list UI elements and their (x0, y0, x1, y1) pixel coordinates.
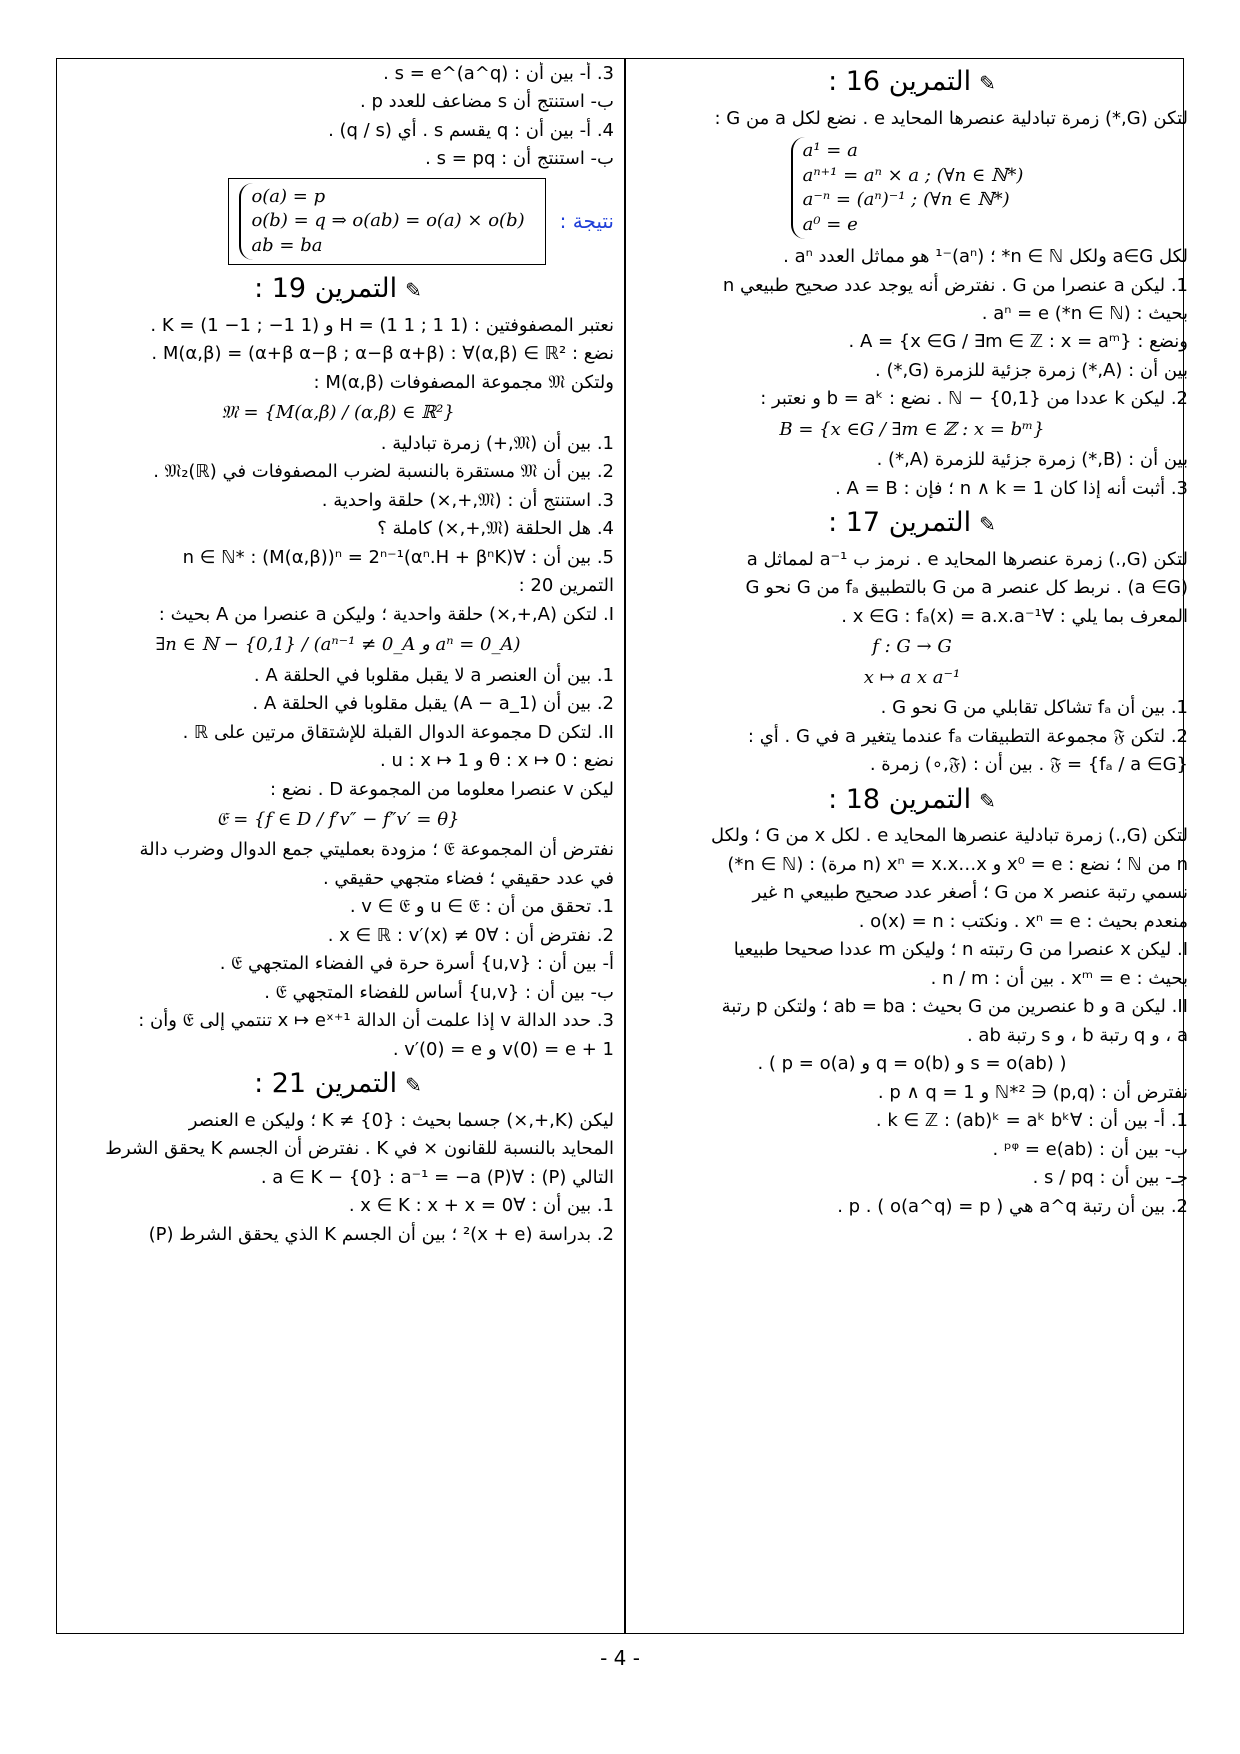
result-line: o(a) = p (251, 185, 326, 207)
exercise-17-title: ✎التمرين 17 : (828, 507, 996, 539)
ex18-q4b: ب- استنتج أن : s = pq . (425, 148, 614, 170)
exercise-19-title: ✎التمرين 19 : (254, 273, 422, 305)
ex17-line3: المعرف بما يلي : ∀x ∈G : fₐ(x) = a.x.a⁻¹ . (841, 605, 1188, 627)
ex18-q1a: 1. أ- بين أن : ∀k ∈ ℤ : (ab)ᵏ = aᵏ bᵏ . (875, 1110, 1188, 1132)
pen-icon: ✎ (405, 1073, 422, 1098)
ex19-set: 𝔐 = {M(α,β) / (α,β) ∈ ℝ²} (221, 402, 455, 424)
ex16-q1d: بين أن : (A,*) زمرة جزئية للزمرة (G,*) . (875, 359, 1188, 381)
result-box (228, 178, 545, 265)
result-line: o(b) = q ⇒ o(ab) = o(a) × o(b) (251, 210, 525, 232)
ex20-q2: 2. نفترض أن : ∀x ∈ ℝ : v′(x) ≠ 0 . (327, 924, 614, 946)
ex20-qI1: 1. بين أن العنصر a لا يقبل مقلوبا في الحلقة A . (253, 664, 614, 686)
ex20-q1: 1. تحقق من أن : u ∈ 𝔈 و v ∈ 𝔈 . (349, 896, 614, 918)
ex19-q3: 3. استنتج أن : (𝔐,+,×) حلقة واحدية . (321, 489, 614, 511)
page-number: - 4 - (600, 1646, 640, 1670)
ex18-qI2: بحيث : xᵐ = e . بين أن : n / m . (930, 967, 1188, 989)
ex18-qII3: ( s = o(ab) و q = o(b) و p = o(a) ) . (757, 1053, 1067, 1075)
pen-icon: ✎ (979, 512, 996, 537)
ex18-q4a: 4. أ- بين أن : q يقسم s . أي (q / s) . (328, 119, 614, 141)
ex20-qI2: 2. بين أن (1_A − a) يقبل مقلوبا في الحلقة A . (252, 693, 614, 715)
ex21-q1: 1. بين أن : ∀x ∈ K : x + x = 0 . (348, 1195, 614, 1217)
system-line: a¹ = a (802, 140, 858, 162)
ex18-line3: نسمي رتبة عنصر x من G ؛ أصغر عدد صحيح طبيعي n غير (752, 882, 1188, 904)
ex20-qI: I. لتكن (A,+,×) حلقة واحدية ؛ وليكن a عنصرا من A بحيث : (158, 603, 614, 625)
exercise-16-title: ✎التمرين 16 : (828, 66, 996, 97)
exercise-20-title: التمرين 20 : (518, 575, 614, 597)
ex18-qI: I. ليكن x عنصرا من G رتبته n ؛ وليكن m عددا صحيحا طبيعيا (733, 939, 1188, 961)
ex20-q3: 3. حدد الدالة v إذا علمت أن الدالة x ↦ eˣ⁺¹ تنتمي إلى 𝔈 وأن : (138, 1010, 614, 1032)
ex16-intro: لتكن (G,*) زمرة تبادلية عنصرها المحايد e . نضع لكل a من G : (714, 107, 1188, 129)
ex18-assume: نفترض أن : (p,q) ∈ ℕ*² و p ∧ q = 1 . (877, 1081, 1188, 1103)
ex20-q2a: أ- بين أن : {u,v} أسرة حرة في الفضاء المتجهي 𝔈 . (219, 953, 614, 975)
ex18-qII2: a ، و q رتبة b ، و s رتبة ab . (966, 1024, 1188, 1046)
ex18-q1c: جـ- بين أن : s / pq . (1032, 1167, 1188, 1189)
ex18-line2: n من ℕ ؛ نضع : x⁰ = e و xⁿ = x.x…x (n مرة) : (n ∈ ℕ*) (727, 853, 1188, 875)
ex17-intro: لتكن (G,.) زمرة عنصرها المحايد e . نرمز ب a⁻¹ لمماثل a (746, 549, 1188, 570)
ex17-line2: (a ∈G) . نربط كل عنصر a من G بالتطبيق fₐ من G نحو G (745, 577, 1188, 599)
ex17-q2a: 2. لتكن 𝔉 مجموعة التطبيقات fₐ عندما يتغير a في G . أي : (747, 725, 1188, 747)
ex17-q1: 1. بين أن fₐ تشاكل تقابلي من G نحو G . (880, 697, 1188, 719)
ex16-q1c: ونضع : A = {x ∈G / ∃m ∈ ℤ : x = aᵐ} . (848, 331, 1188, 353)
ex18-line4: منعدم بحيث : xⁿ = e . ونكتب : o(x) = n . (858, 910, 1188, 932)
exercise-21-title: ✎التمرين 21 : (254, 1068, 422, 1100)
ex18-q3a: 3. أ- بين أن : (a^q)^s = e . (383, 63, 614, 84)
ex20-condition: ∃n ∈ ℕ − {0,1} / (aⁿ⁻¹ ≠ 0_A و aⁿ = 0_A) (155, 634, 521, 656)
pen-icon: ✎ (979, 71, 996, 95)
system-line: a⁻ⁿ = (aⁿ)⁻¹ ; (∀n ∈ ℕ*) (802, 189, 1010, 211)
ex16-definition-system (636, 137, 1188, 239)
result-label: نتيجة : (559, 208, 614, 233)
ex19-q1: 1. بين أن (𝔐,+) زمرة تبادلية . (380, 432, 614, 454)
ex17-map-line1: f : G → G (872, 636, 952, 658)
ex19-line3: ولتكن 𝔐 مجموعة المصفوفات M(α,β) : (313, 371, 614, 393)
ex18-result (62, 178, 614, 265)
ex20-qII: II. لتكن D مجموعة الدوال القبلة للإشتقاق مرتين على ℝ . (182, 721, 614, 743)
system-line: a⁰ = e (802, 213, 858, 235)
ex19-q2: 2. بين أن 𝔐 مستقرة بالنسبة لضرب المصفوفات في 𝔐₂(ℝ) . (153, 461, 614, 483)
ex16-q2c: بين أن : (B,*) زمرة جزئية للزمرة (A,*) . (876, 449, 1188, 471)
ex17-map-line2: x ↦ a x a⁻¹ (863, 666, 961, 688)
right-column (636, 62, 1188, 1630)
result-line: ab = ba (251, 234, 323, 256)
system-line: aⁿ⁺¹ = aⁿ × a ; (∀n ∈ ℕ*) (802, 164, 1024, 186)
ex20-qII4: نفترض أن المجموعة 𝔈 ؛ مزودة بعمليتي جمع الدوال وضرب دالة (139, 839, 614, 861)
ex17-q2b: 𝔉 = {fₐ / a ∈G} . بين أن : (𝔉,∘) زمرة . (869, 754, 1188, 776)
ex18-qII: II. ليكن a و b عنصرين من G بحيث : ab = ba ؛ ولتكن p رتبة (721, 996, 1188, 1018)
ex20-set: 𝔈 = {f ∈ D / f′v″ − f″v′ = θ} (216, 808, 460, 830)
ex18-q1b: ب- بين أن : (ab)ᵖᵠ = e . (992, 1138, 1188, 1160)
ex18-q3b: ب- استنتج أن s مضاعف للعدد p . (360, 91, 614, 113)
ex20-qII5: في عدد حقيقي ؛ فضاء متجهي حقيقي . (322, 867, 614, 889)
ex18-intro: لتكن (G,.) زمرة تبادلية عنصرها المحايد e . لكل x من G ؛ ولكل (710, 825, 1188, 847)
ex21-line1: ليكن (K,+,×) جسما بحيث : K ≠ {0} ؛ وليكن e العنصر (188, 1109, 614, 1131)
ex16-q3: 3. أثبت أنه إذا كان n ∧ k = 1 ؛ فإن : A = B . (835, 477, 1188, 499)
ex19-line1: نعتبر المصفوفتين : H = (1 1 ; 1 1) و K = (1 −1 ; −1 1) . (150, 315, 614, 336)
ex16-q1a: 1. ليكن a عنصرا من G . نفترض أنه يوجد عدد صحيح طبيعي n (722, 274, 1188, 296)
exercise-18-title: ✎التمرين 18 : (828, 783, 996, 815)
ex21-line2: المحايد بالنسبة للقانون × في K . نفترض أن الجسم K يحقق الشرط (105, 1138, 614, 1160)
left-column (62, 62, 614, 1630)
ex16-note: لكل a∈G ولكل n ∈ ℕ* ؛ (aⁿ)⁻¹ هو مماثل العدد aⁿ . (783, 246, 1188, 268)
ex20-qII3: ليكن v عنصرا معلوما من المجموعة D . نضع : (270, 778, 614, 800)
ex19-q5: 5. بين أن : ∀n ∈ ℕ* : (M(α,β))ⁿ = 2ⁿ⁻¹(αⁿ.H + βⁿK) (182, 546, 614, 568)
ex20-q3b: v(0) = e + 1 و v′(0) = e . (392, 1038, 614, 1060)
ex16-q1b: بحيث : (n ∈ ℕ*) aⁿ = e . (981, 303, 1188, 324)
column-divider (624, 58, 626, 1634)
pen-icon: ✎ (979, 788, 996, 813)
ex16-q2a: 2. ليكن k عددا من ℕ − {0,1} . نضع : b = aᵏ و نعتبر : (760, 388, 1188, 410)
ex21-q2: 2. بدراسة (x + e)² ؛ بين أن الجسم K الذي يحقق الشرط (P) (148, 1223, 614, 1245)
ex16-set-b: B = {x ∈G / ∃m ∈ ℤ : x = bᵐ} (779, 418, 1045, 440)
ex20-qII2: نضع : θ : x ↦ 0 و u : x ↦ 1 . (379, 750, 614, 772)
pen-icon: ✎ (405, 278, 422, 303)
ex19-line2: نضع : M(α,β) = (α+β α−β ; α−β α+β) : ∀(α,β) ∈ ℝ² . (151, 343, 614, 365)
ex21-line3: التالي (P) : ∀a ∈ K − {0} : a⁻¹ = −a (P) . (260, 1166, 614, 1188)
ex19-q4: 4. هل الحلقة (𝔐,+,×) كاملة ؟ (377, 518, 614, 540)
ex20-q2b: ب- بين أن : {u,v} أساس للفضاء المتجهي 𝔈 . (264, 981, 614, 1003)
ex18-q2: 2. بين أن رتبة a^q هي p . ( o(a^q) = p ) . (837, 1195, 1188, 1217)
